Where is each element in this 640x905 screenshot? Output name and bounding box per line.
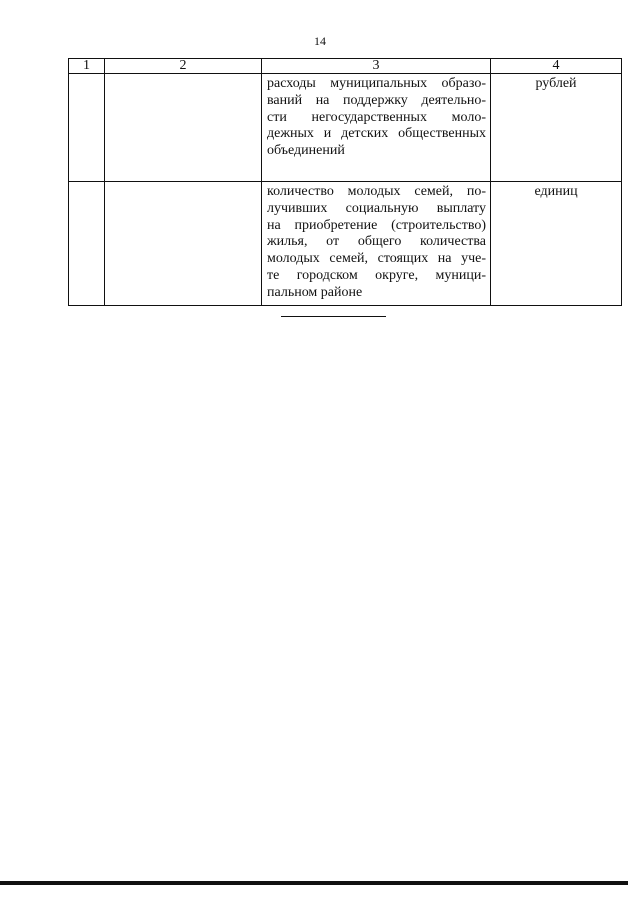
row-cell-name [105,74,262,182]
end-of-document-rule [281,316,386,317]
indicator-description [262,182,491,306]
description-line: количество молодых семей, по- [267,184,486,199]
column-header-1: 1 [69,59,105,74]
description-line: пальном районе [267,284,363,300]
table-row [69,74,622,182]
description-line: лучивших социальную выплату [267,200,486,216]
description-line: молодых семей, стоящих на уче- [267,251,486,267]
description-line: ваний на поддержку деятельно- [267,92,486,108]
column-header-4: 4 [491,59,622,74]
description-line: те городском округе, муници- [267,267,486,283]
column-header-3: 3 [262,59,491,74]
scan-bottom-edge [0,881,628,885]
unit-of-measure: единиц [491,182,622,306]
description-line: объединений [267,143,345,159]
description-line: жилья, от общего количества [267,234,486,250]
indicators-table [68,58,622,306]
table-header-row [69,59,622,74]
row-cell-number [69,74,105,182]
description-line: дежных и детских общественных [267,126,486,142]
indicator-description [262,74,491,182]
row-cell-number [69,182,105,306]
unit-of-measure: рублей [491,74,622,182]
description-line: сти негосударственных моло- [267,109,486,125]
description-line: на приобретение (строительство) [267,217,486,233]
description-line: расходы муниципальных образо- [267,76,486,91]
column-header-2: 2 [105,59,262,74]
row-cell-name [105,182,262,306]
page-number: 14 [314,34,326,48]
table-row [69,182,622,306]
